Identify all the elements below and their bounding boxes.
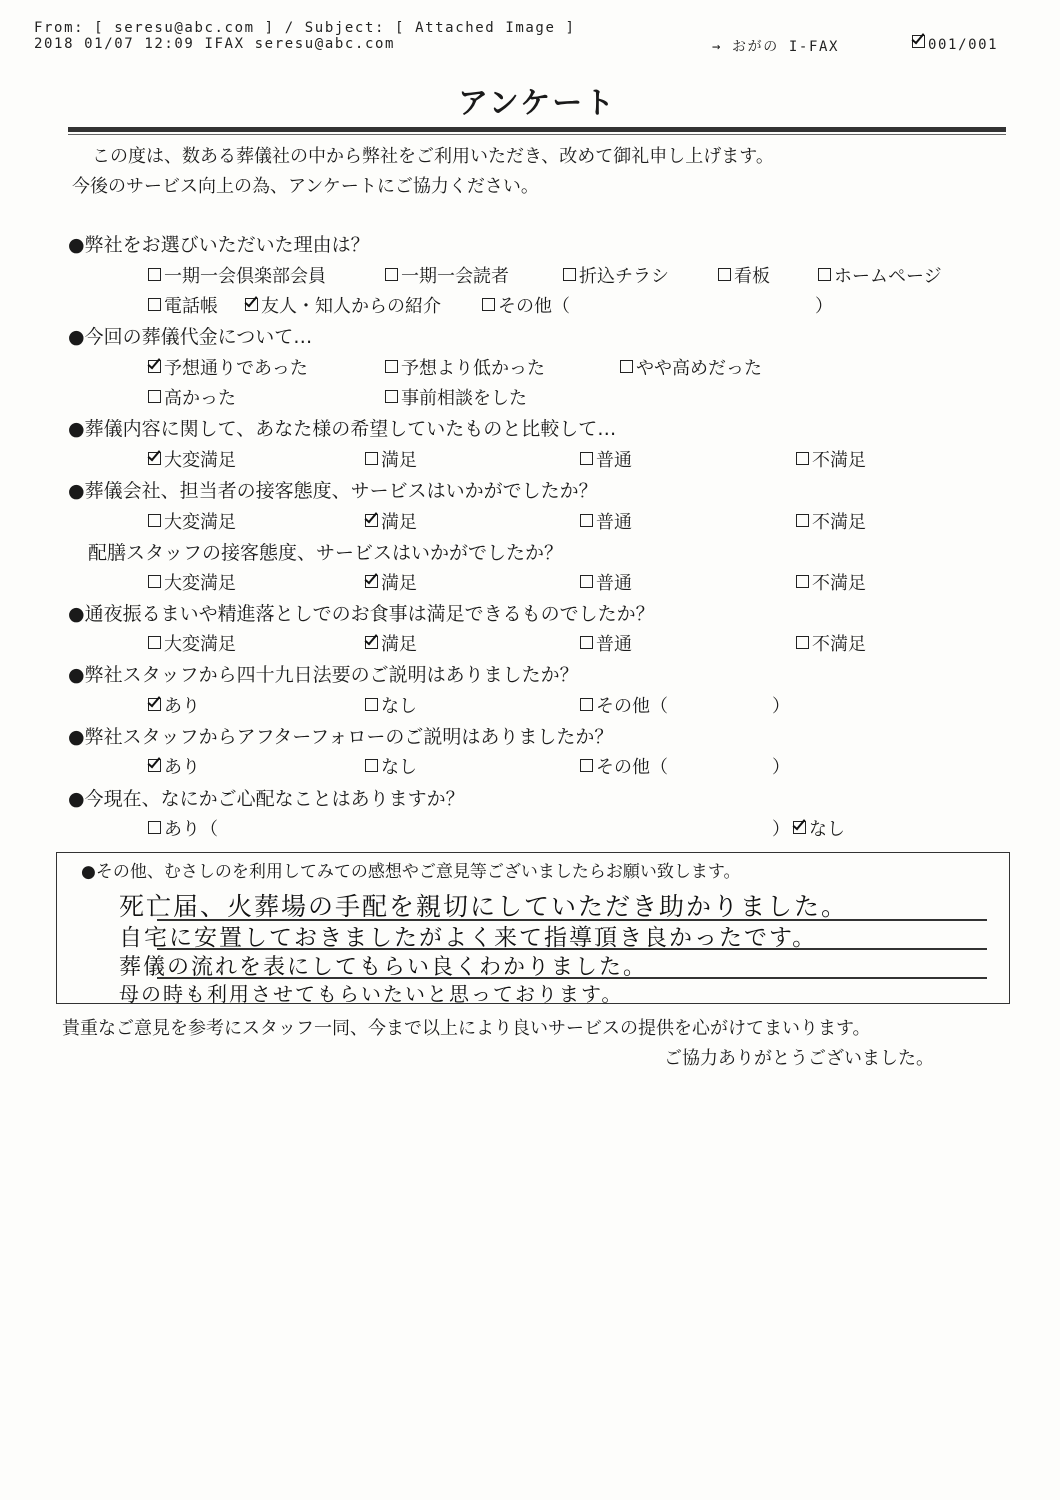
q4-option-satisfied[interactable]: 満足 bbox=[365, 508, 417, 534]
checkbox-icon bbox=[385, 390, 398, 403]
q9-option-no[interactable]: なし bbox=[793, 815, 845, 841]
checkbox-icon bbox=[385, 268, 398, 281]
fax-page-count: 001/001 bbox=[912, 36, 998, 53]
checkbox-icon bbox=[482, 298, 495, 311]
q8-option-other[interactable]: その他（ bbox=[580, 753, 668, 779]
question-9-label: ●今現在、なにかご心配なことはありますか？ bbox=[68, 788, 465, 810]
question-3-label: ●葬儀内容に関して、あなた様の希望していたものと比較して… bbox=[68, 418, 617, 440]
q2-option-expected[interactable]: 予想通りであった bbox=[148, 354, 308, 380]
checkbox-icon bbox=[148, 821, 161, 834]
fax-recipient: → おがの I-FAX bbox=[712, 39, 840, 55]
q2-option-slightly-high[interactable]: やや高めだった bbox=[620, 354, 762, 380]
checkbox-checked-icon bbox=[148, 452, 161, 465]
checkbox-checked-icon bbox=[365, 636, 378, 649]
checkbox-icon bbox=[563, 268, 576, 281]
q7-option-other[interactable]: その他（ bbox=[580, 692, 668, 718]
q1-option-sign[interactable]: 看板 bbox=[718, 262, 770, 288]
checkbox-checked-icon bbox=[793, 821, 806, 834]
checkbox-icon bbox=[796, 514, 809, 527]
checkbox-icon bbox=[385, 360, 398, 373]
title-rule bbox=[68, 127, 1006, 132]
comment-box bbox=[56, 852, 1010, 1004]
q6-option-satisfied[interactable]: 満足 bbox=[365, 630, 417, 656]
checkbox-icon bbox=[148, 268, 161, 281]
handwritten-comment-3: 葬儀の流れを表にしてもらい良くわかりました。 bbox=[119, 955, 648, 980]
q8-option-yes[interactable]: あり bbox=[148, 753, 200, 779]
q7-option-no[interactable]: なし bbox=[365, 692, 417, 718]
checkbox-checked-icon bbox=[148, 360, 161, 373]
question-5-label: 配膳スタッフの接客態度、サービスはいかがでしたか？ bbox=[88, 542, 564, 564]
q1-option-referral[interactable]: 友人・知人からの紹介 bbox=[245, 292, 441, 318]
checkbox-checked-icon bbox=[245, 298, 258, 311]
q2-option-lower[interactable]: 予想より低かった bbox=[385, 354, 545, 380]
checkbox-checked-icon bbox=[148, 759, 161, 772]
q7-option-yes[interactable]: あり bbox=[148, 692, 200, 718]
page-check-icon bbox=[912, 35, 925, 48]
checkbox-icon bbox=[580, 452, 593, 465]
checkbox-icon bbox=[365, 452, 378, 465]
q1-option-phonebook[interactable]: 電話帳 bbox=[148, 292, 218, 318]
q6-option-unsatisfied[interactable]: 不満足 bbox=[796, 630, 866, 656]
title-rule-thin bbox=[68, 134, 1006, 135]
q6-option-normal[interactable]: 普通 bbox=[580, 630, 632, 656]
checkbox-icon bbox=[580, 759, 593, 772]
q3-option-very-satisfied[interactable]: 大変満足 bbox=[148, 446, 236, 472]
q6-option-very-satisfied[interactable]: 大変満足 bbox=[148, 630, 236, 656]
question-6-label: ●通夜振るまいや精進落としでのお食事は満足できるものでしたか？ bbox=[68, 603, 655, 625]
comment-prompt: ●その他、むさしのを利用してみての感想やご意見等ございましたらお願い致します。 bbox=[81, 862, 741, 882]
q4-option-unsatisfied[interactable]: 不満足 bbox=[796, 508, 866, 534]
question-4-label: ●葬儀会社、担当者の接客態度、サービスはいかがでしたか？ bbox=[68, 480, 598, 502]
checkbox-icon bbox=[365, 698, 378, 711]
q9-option-yes[interactable]: あり（ bbox=[148, 815, 218, 841]
q5-option-unsatisfied[interactable]: 不満足 bbox=[796, 569, 866, 595]
q3-option-unsatisfied[interactable]: 不満足 bbox=[796, 446, 866, 472]
footer-line-2: ご協力ありがとうございました。 bbox=[664, 1048, 934, 1069]
q2-option-high[interactable]: 高かった bbox=[148, 384, 236, 410]
checkbox-icon bbox=[796, 636, 809, 649]
checkbox-checked-icon bbox=[365, 514, 378, 527]
checkbox-icon bbox=[365, 759, 378, 772]
question-7-label: ●弊社スタッフから四十九日法要のご説明はありましたか？ bbox=[68, 664, 579, 686]
q4-option-normal[interactable]: 普通 bbox=[580, 508, 632, 534]
q1-option-flyer[interactable]: 折込チラシ bbox=[563, 262, 669, 288]
page-title: アンケート bbox=[458, 86, 617, 121]
checkbox-checked-icon bbox=[365, 575, 378, 588]
checkbox-icon bbox=[148, 390, 161, 403]
handwritten-comment-2: 自宅に安置しておきましたがよく来て指導頂き良かったです。 bbox=[119, 925, 818, 951]
checkbox-icon bbox=[580, 698, 593, 711]
q1-option-homepage[interactable]: ホームページ bbox=[818, 262, 942, 288]
q9-yes-close: ） bbox=[772, 819, 790, 840]
q1-option-other[interactable]: その他（ bbox=[482, 292, 570, 318]
q3-option-satisfied[interactable]: 満足 bbox=[365, 446, 417, 472]
q5-option-satisfied[interactable]: 満足 bbox=[365, 569, 417, 595]
q1-other-close: ） bbox=[815, 296, 833, 317]
q7-other-close: ） bbox=[772, 696, 790, 717]
fax-header-line1: From: [ seresu@abc.com ] / Subject: [ Attached Image ] bbox=[34, 20, 576, 36]
q5-option-very-satisfied[interactable]: 大変満足 bbox=[148, 569, 236, 595]
q5-option-normal[interactable]: 普通 bbox=[580, 569, 632, 595]
checkbox-icon bbox=[580, 575, 593, 588]
fax-header-line2: 2018 01/07 12:09 IFAX seresu@abc.com bbox=[34, 36, 396, 52]
checkbox-icon bbox=[796, 452, 809, 465]
checkbox-checked-icon bbox=[148, 698, 161, 711]
checkbox-icon bbox=[148, 298, 161, 311]
checkbox-icon bbox=[148, 636, 161, 649]
q3-option-normal[interactable]: 普通 bbox=[580, 446, 632, 472]
checkbox-icon bbox=[818, 268, 831, 281]
footer-line-1: 貴重なご意見を参考にスタッフ一同、今まで以上により良いサービスの提供を心がけてまいります。 bbox=[62, 1018, 871, 1039]
q1-option-reader[interactable]: 一期一会読者 bbox=[385, 262, 509, 288]
handwritten-comment-1: 死亡届、火葬場の手配を親切にしていただき助かりました。 bbox=[119, 892, 849, 921]
checkbox-icon bbox=[148, 575, 161, 588]
checkbox-icon bbox=[580, 636, 593, 649]
q4-option-very-satisfied[interactable]: 大変満足 bbox=[148, 508, 236, 534]
q8-option-no[interactable]: なし bbox=[365, 753, 417, 779]
q1-option-member[interactable]: 一期一会倶楽部会員 bbox=[148, 262, 326, 288]
question-1-label: ●弊社をお選びいただいた理由は？ bbox=[68, 234, 370, 256]
question-2-label: ●今回の葬儀代金について… bbox=[68, 326, 313, 348]
intro-line-1: この度は、数ある葬儀社の中から弊社をご利用いただき、改めて御礼申し上げます。 bbox=[92, 146, 774, 167]
checkbox-icon bbox=[796, 575, 809, 588]
q2-option-consulted[interactable]: 事前相談をした bbox=[385, 384, 527, 410]
question-8-label: ●弊社スタッフからアフターフォローのご説明はありましたか？ bbox=[68, 726, 614, 748]
handwritten-comment-4: 母の時も利用させてもらいたいと思っております。 bbox=[119, 982, 624, 1006]
intro-line-2: 今後のサービス向上の為、アンケートにご協力ください。 bbox=[72, 176, 539, 197]
checkbox-icon bbox=[148, 514, 161, 527]
checkbox-icon bbox=[580, 514, 593, 527]
q8-other-close: ） bbox=[772, 757, 790, 778]
checkbox-icon bbox=[718, 268, 731, 281]
checkbox-icon bbox=[620, 360, 633, 373]
